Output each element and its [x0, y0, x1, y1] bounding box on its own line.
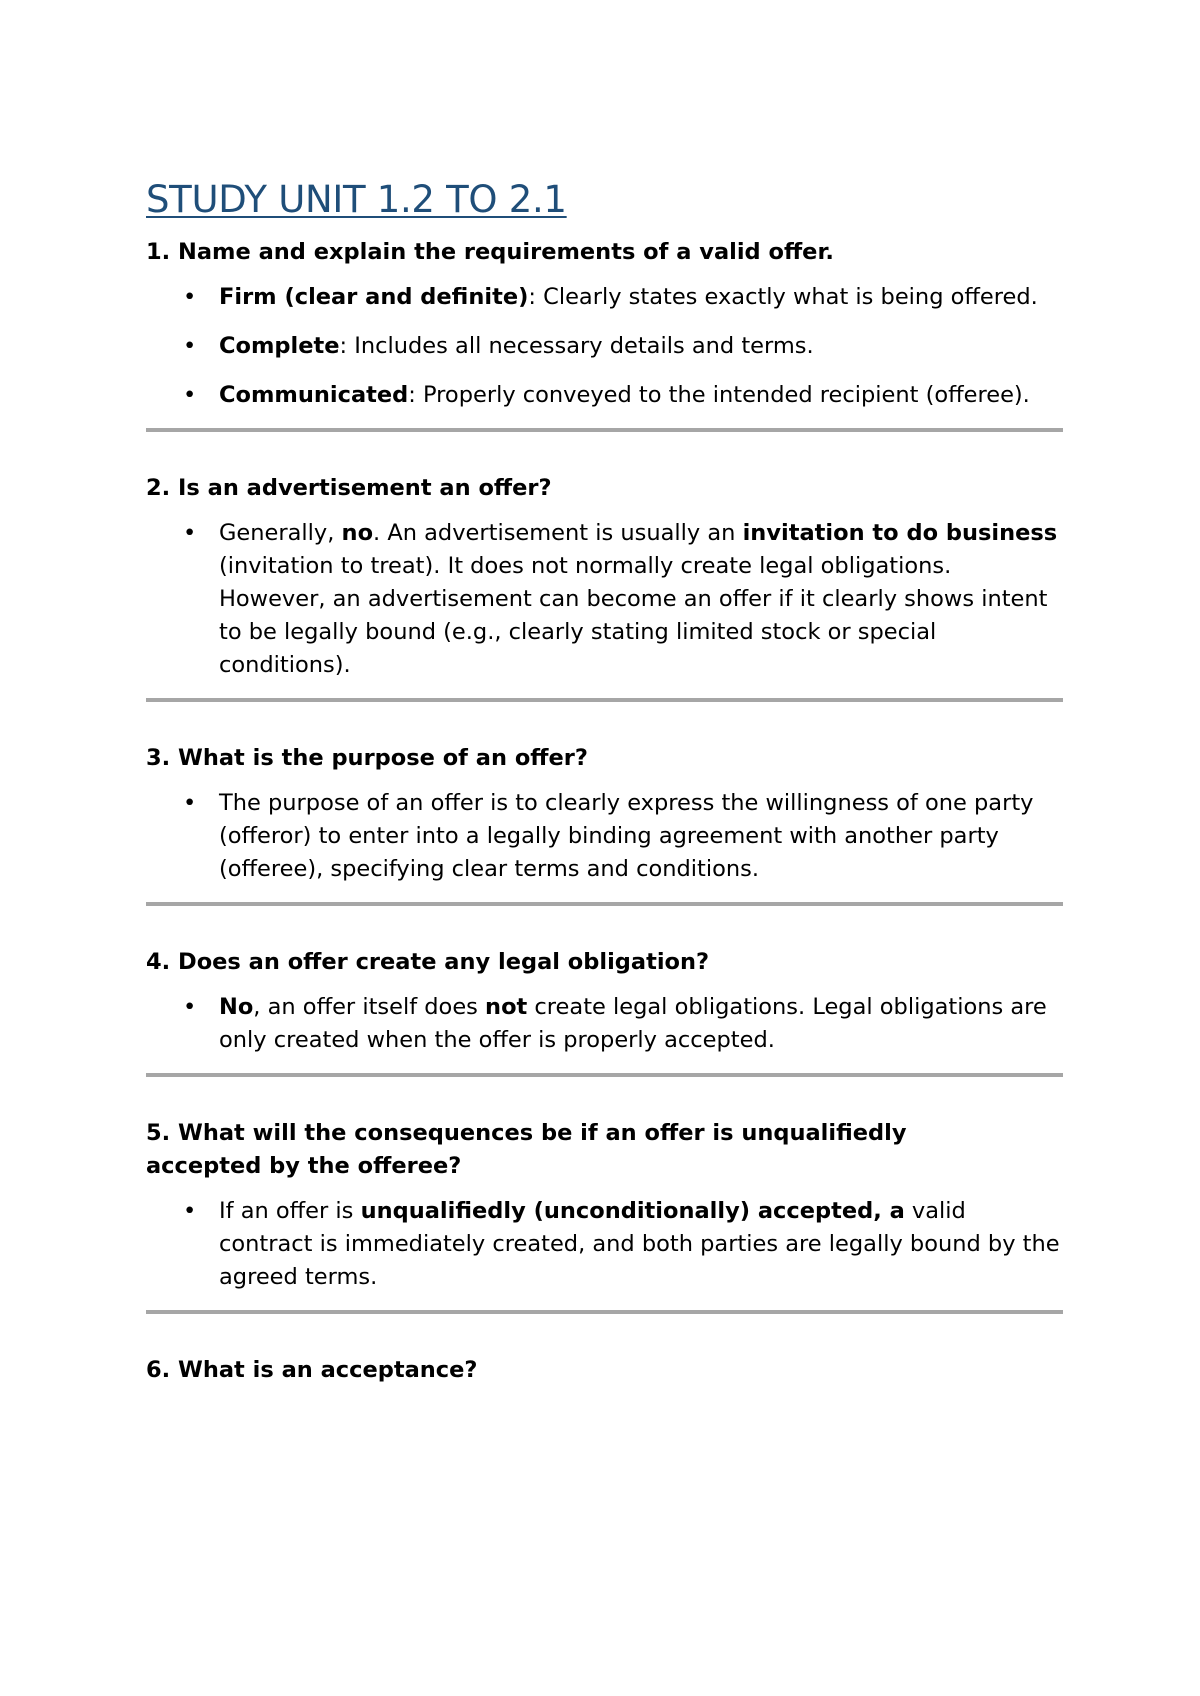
section-3	[146, 742, 1063, 906]
bullet-icon: •	[183, 1198, 197, 1225]
answer-text: (invitation to treat). It does not normally create legal obligations. However, an advertisement can become an offer if it clearly shows intent to be legally bound (e.g., clearly stating limited stock or special conditions).	[219, 553, 1048, 679]
list-item	[146, 991, 1063, 1057]
answer-text: If an offer is	[219, 1198, 361, 1225]
bullet-icon: •	[183, 994, 197, 1021]
answer-list-3	[146, 787, 1063, 886]
answer-bold: No	[219, 994, 254, 1021]
answer-list-2	[146, 517, 1063, 682]
term-bold: Communicated	[219, 382, 409, 409]
document-page	[146, 178, 1063, 1399]
answer-text: , an offer itself does	[253, 994, 486, 1021]
term-bold: Complete	[219, 333, 340, 360]
answer-bold: no	[341, 520, 374, 547]
bullet-icon: •	[183, 333, 197, 360]
section-6	[146, 1354, 1063, 1387]
list-item	[146, 330, 1063, 363]
section-divider	[146, 1073, 1063, 1077]
answer-bold: not	[485, 994, 528, 1021]
answer-list-1	[146, 281, 1063, 412]
answer-text: . An advertisement is usually an	[373, 520, 743, 547]
question-6: 6. What is an acceptance?	[146, 1357, 478, 1384]
question-2: 2. Is an advertisement an offer?	[146, 475, 552, 502]
answer-bold: invitation to do business	[742, 520, 1058, 547]
list-item	[146, 281, 1063, 314]
list-item	[146, 517, 1063, 682]
term-bold: Firm (clear and definite)	[219, 284, 529, 311]
answer-text: Generally,	[219, 520, 342, 547]
section-divider	[146, 428, 1063, 432]
section-divider	[146, 698, 1063, 702]
answer-text: The purpose of an offer is to clearly express the willingness of one party (offeror) to enter into a legally binding agreement with another party (offeree), specifying clear terms and conditions.	[219, 790, 1034, 883]
section-4	[146, 946, 1063, 1077]
section-divider	[146, 902, 1063, 906]
answer-list-5	[146, 1195, 1063, 1294]
term-text: : Clearly states exactly what is being offered.	[528, 284, 1038, 311]
answer-text: create legal obligations. Legal obligations are only created when the offer is properly accepted.	[219, 994, 1047, 1054]
bullet-icon: •	[183, 284, 197, 311]
bullet-icon: •	[183, 790, 197, 817]
question-5: 5. What will the consequences be if an offer is unqualifiedly accepted by the offeree?	[146, 1120, 907, 1180]
answer-list-4	[146, 991, 1063, 1057]
bullet-icon: •	[183, 382, 197, 409]
section-5	[146, 1117, 1063, 1314]
section-divider	[146, 1310, 1063, 1314]
bullet-icon: •	[183, 520, 197, 547]
answer-bold: unqualifiedly (unconditionally) accepted, a	[360, 1198, 905, 1225]
list-item	[146, 787, 1063, 886]
question-4: 4. Does an offer create any legal obligation?	[146, 949, 710, 976]
section-2	[146, 472, 1063, 702]
list-item	[146, 379, 1063, 412]
term-text: : Properly conveyed to the intended recipient (offeree).	[408, 382, 1030, 409]
term-text: : Includes all necessary details and terms.	[339, 333, 814, 360]
section-1	[146, 236, 1063, 432]
answer-text: valid contract is immediately created, and both parties are legally bound by the agreed terms.	[219, 1198, 1060, 1291]
list-item	[146, 1195, 1063, 1294]
page-title: STUDY UNIT 1.2 TO 2.1	[146, 178, 567, 221]
question-1: 1. Name and explain the requirements of a valid offer.	[146, 239, 834, 266]
question-3: 3. What is the purpose of an offer?	[146, 745, 588, 772]
